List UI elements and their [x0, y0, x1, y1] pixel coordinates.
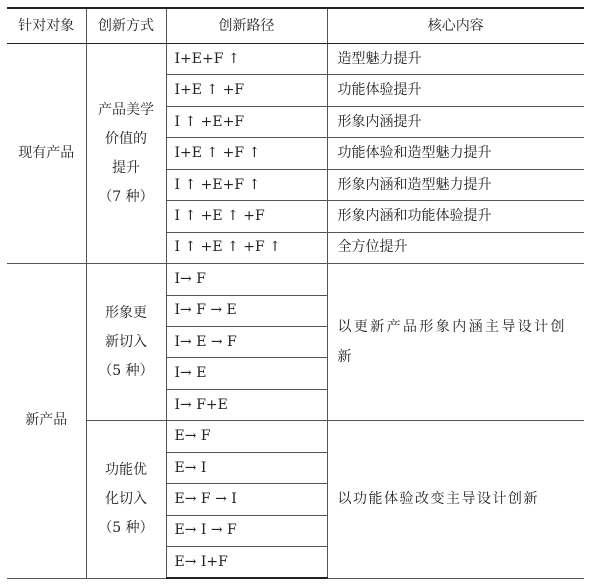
- path-cell: I+E+F ↑: [166, 44, 327, 75]
- target-cell: 现有产品: [7, 44, 86, 264]
- table-row: [7, 421, 584, 452]
- content-cell: 以功能体验改变主导设计创新: [327, 421, 584, 578]
- table-row: [7, 264, 584, 295]
- path-cell: E→ F: [166, 421, 327, 452]
- path-cell: E→ I+F: [166, 547, 327, 579]
- header-target: 针对对象: [7, 8, 86, 44]
- path-cell: I→ F+E: [166, 389, 327, 420]
- method-line: 产品美学: [98, 101, 154, 118]
- path-cell: E→ F → I: [166, 484, 327, 515]
- path-cell: I→ E: [166, 358, 327, 389]
- content-cell: 功能体验和造型魅力提升: [327, 138, 584, 169]
- method-cell: [86, 264, 166, 421]
- header-row: [7, 8, 584, 44]
- content-cell: 功能体验提升: [327, 75, 584, 106]
- innovation-path-table: [7, 7, 584, 579]
- header-path: 创新路径: [166, 8, 327, 44]
- path-cell: I→ F: [166, 264, 327, 295]
- method-line: （5 种）: [98, 519, 154, 536]
- table-body: [7, 44, 584, 579]
- target-cell: 新产品: [7, 264, 86, 578]
- method-line: 功能优: [105, 461, 147, 478]
- method-line: 价值的: [105, 130, 147, 147]
- path-cell: I ↑ +E+F ↑: [166, 169, 327, 200]
- method-line: 新切入: [105, 333, 147, 350]
- content-cell: 形象内涵和造型魅力提升: [327, 169, 584, 200]
- method-line: 形象更: [105, 304, 147, 321]
- path-cell: I ↑ +E ↑ +F: [166, 201, 327, 232]
- content-cell: 形象内涵和功能体验提升: [327, 201, 584, 232]
- method-line: 化切入: [105, 490, 147, 507]
- path-cell: E→ I: [166, 452, 327, 483]
- method-line: 提升: [112, 159, 140, 176]
- method-cell: [86, 421, 166, 578]
- path-cell: I+E ↑ +F: [166, 75, 327, 106]
- content-cell: 形象内涵提升: [327, 106, 584, 137]
- content-cell: 全方位提升: [327, 232, 584, 263]
- header-content: 核心内容: [327, 8, 584, 44]
- content-cell: 以更新产品形象内涵主导设计创新: [327, 264, 584, 421]
- method-line: （5 种）: [98, 362, 154, 379]
- path-cell: I+E ↑ +F ↑: [166, 138, 327, 169]
- path-cell: I→ E → F: [166, 326, 327, 357]
- table-row: [7, 44, 584, 75]
- path-cell: E→ I → F: [166, 515, 327, 546]
- path-cell: I ↑ +E+F: [166, 106, 327, 137]
- path-cell: I ↑ +E ↑ +F ↑: [166, 232, 327, 263]
- header-method: 创新方式: [86, 8, 166, 44]
- method-line: （7 种）: [98, 188, 154, 205]
- path-cell: I→ F → E: [166, 295, 327, 326]
- content-cell: 造型魅力提升: [327, 44, 584, 75]
- method-cell: [86, 44, 166, 264]
